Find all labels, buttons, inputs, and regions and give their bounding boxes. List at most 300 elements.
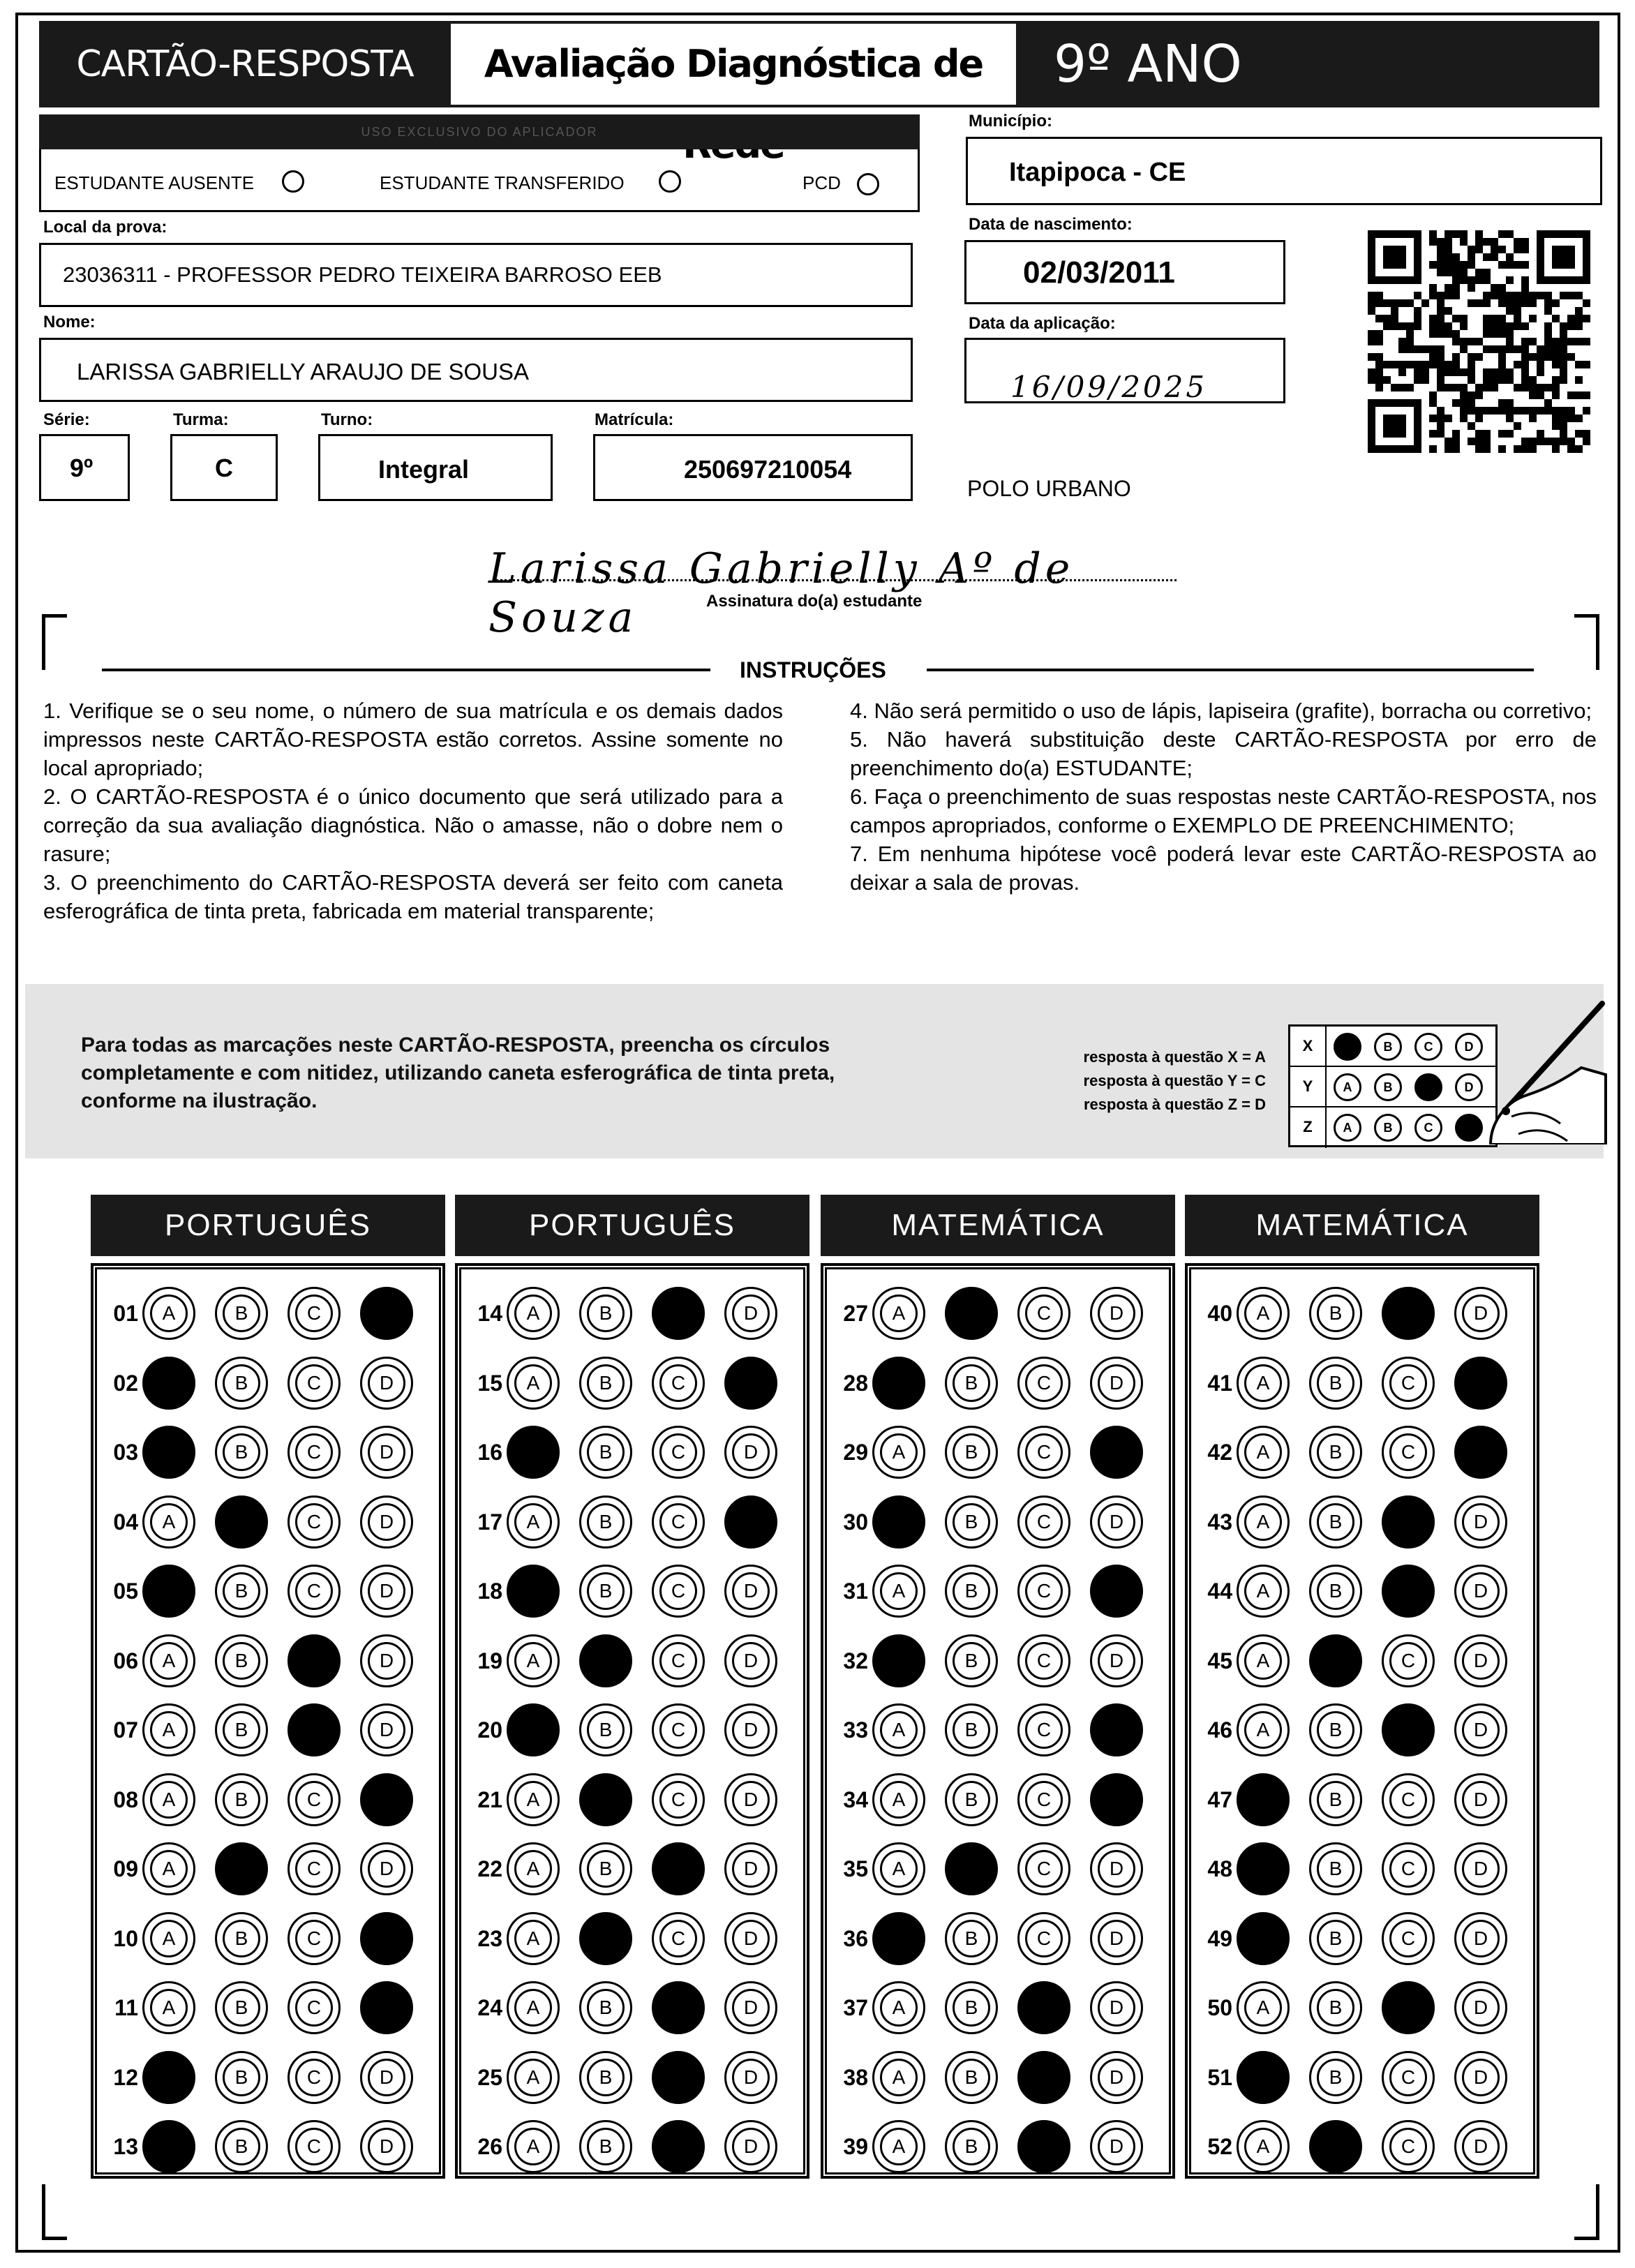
bubble-letter: A [1244, 1989, 1282, 2027]
answer-bubble-c[interactable] [288, 1634, 341, 1687]
answer-bubble-c[interactable] [288, 1773, 341, 1826]
answer-bubble-d[interactable] [1090, 1287, 1143, 1340]
answer-bubble-a[interactable] [872, 1981, 925, 2034]
answer-bubble-a[interactable] [142, 1703, 195, 1756]
answer-bubble-c[interactable] [1017, 1426, 1070, 1479]
answer-bubble-c[interactable] [652, 2051, 705, 2104]
answer-bubble-b[interactable] [945, 1357, 998, 1410]
answer-bubble-b[interactable] [579, 1842, 632, 1895]
bubble-letter: A [150, 1642, 188, 1680]
answer-bubble-b[interactable] [579, 2120, 632, 2173]
bubble-letter: B [1317, 1920, 1354, 1957]
answer-bubble-a[interactable] [872, 1634, 925, 1687]
answer-bubble-d[interactable] [1090, 1773, 1143, 1826]
question-number: 12 [113, 2064, 138, 2090]
answer-bubble-a[interactable] [507, 2120, 560, 2173]
answer-bubble-c[interactable] [652, 1495, 705, 1549]
answer-bubble-c[interactable] [652, 1287, 705, 1340]
bubble-letter: D [732, 2128, 770, 2165]
answer-bubble-b[interactable] [1309, 1912, 1362, 1965]
bubble-letter: A [880, 2128, 918, 2165]
question-row [102, 1354, 430, 1412]
answer-bubble-c[interactable] [652, 1981, 705, 2034]
answer-bubble-c[interactable] [1382, 1357, 1435, 1410]
answer-bubble-b[interactable] [215, 1981, 268, 2034]
answer-bubble-a[interactable] [142, 2051, 195, 2104]
answer-bubble-a[interactable] [507, 1287, 560, 1340]
answer-bubble-b[interactable] [579, 1634, 632, 1687]
bubble-letter: C [1025, 1503, 1063, 1541]
answer-bubble-d[interactable] [724, 1426, 777, 1479]
bubble-letter: A [150, 1295, 188, 1332]
answer-bubble-b[interactable] [1309, 2051, 1362, 2104]
bubble-letter: D [1462, 1642, 1500, 1680]
answer-bubble-a[interactable] [1237, 2051, 1290, 2104]
answer-bubble-b[interactable] [945, 2051, 998, 2104]
answer-bubble-c[interactable] [1382, 1287, 1435, 1340]
answer-bubble-b[interactable] [1309, 1634, 1362, 1687]
answer-bubble-d[interactable] [1454, 1773, 1507, 1826]
example-legend-item: resposta à questão X = A [1083, 1048, 1266, 1066]
bubble-letter: C [1389, 1850, 1427, 1888]
question-row [466, 1562, 794, 1620]
answer-bubble-a[interactable] [142, 1426, 195, 1479]
answer-bubble-c[interactable] [1382, 1912, 1435, 1965]
answer-bubble-c[interactable] [288, 2120, 341, 2173]
answer-bubble-b[interactable] [945, 1495, 998, 1549]
answer-bubble-c[interactable] [288, 1842, 341, 1895]
answer-bubble-c[interactable] [1017, 1703, 1070, 1756]
answer-bubble-b[interactable] [579, 1981, 632, 2034]
answer-bubble-a[interactable] [507, 1842, 560, 1895]
answer-bubble-b[interactable] [1309, 1357, 1362, 1410]
bubble-letter: A [1244, 1503, 1282, 1541]
answer-bubble-a[interactable] [507, 1634, 560, 1687]
answer-bubble-b[interactable] [1309, 1565, 1362, 1618]
answer-bubble-a[interactable] [142, 1773, 195, 1826]
grade-value: 9º [70, 454, 94, 482]
answer-bubble-c[interactable] [288, 1495, 341, 1549]
answer-bubble-d[interactable] [1090, 1565, 1143, 1618]
question-number: 09 [113, 1856, 138, 1881]
bubble-letter: A [514, 1295, 552, 1332]
bubble-letter: C [1025, 1711, 1063, 1749]
answer-bubble-d[interactable] [724, 1357, 777, 1410]
bubble-letter: C [1025, 1920, 1063, 1957]
answer-bubble-b[interactable] [945, 2120, 998, 2173]
birthdate-value: 02/03/2011 [1023, 255, 1175, 290]
bubble-letter: A [514, 1781, 552, 1819]
answer-bubble-a[interactable] [872, 1842, 925, 1895]
bubble-letter: B [587, 1989, 625, 2027]
answer-bubble-d[interactable] [1454, 1287, 1507, 1340]
answer-bubble-d[interactable] [1090, 2120, 1143, 2173]
answer-bubble-d[interactable] [360, 1495, 413, 1549]
absent-radio[interactable] [282, 170, 304, 193]
answer-bubble-c[interactable] [288, 1981, 341, 2034]
answer-bubble-d[interactable] [724, 1773, 777, 1826]
answer-bubble-a[interactable] [1237, 1773, 1290, 1826]
answer-bubble-b[interactable] [215, 1842, 268, 1895]
answer-bubble-b[interactable] [1309, 1981, 1362, 2034]
answer-bubble-a[interactable] [1237, 1357, 1290, 1410]
answer-bubble-b[interactable] [579, 1426, 632, 1479]
answer-bubble-c[interactable] [652, 1357, 705, 1410]
instructions-title: INSTRUÇÕES [740, 657, 886, 682]
answer-bubble-d[interactable] [360, 1912, 413, 1965]
bubble-letter: C [295, 1295, 333, 1332]
answer-bubble-c[interactable] [288, 2051, 341, 2104]
answer-bubble-d[interactable] [1090, 1912, 1143, 1965]
answer-bubble-d[interactable] [360, 1565, 413, 1618]
answer-bubble-d[interactable] [360, 1426, 413, 1479]
bubble-letter: D [1098, 2059, 1135, 2096]
answer-bubble-d[interactable] [1090, 1357, 1143, 1410]
answer-bubble-a[interactable] [507, 1357, 560, 1410]
answer-bubble-b[interactable] [945, 1703, 998, 1756]
answer-bubble-b[interactable] [945, 1842, 998, 1895]
answer-bubble-c[interactable] [1017, 1495, 1070, 1549]
answer-bubble-d[interactable] [360, 1634, 413, 1687]
answer-bubble-c[interactable] [1382, 2051, 1435, 2104]
question-number: 38 [843, 2064, 868, 2090]
answer-bubble-d[interactable] [1090, 1426, 1143, 1479]
answer-bubble-d[interactable] [1090, 1634, 1143, 1687]
answer-bubble-a[interactable] [1237, 1565, 1290, 1618]
bubble-letter: D [368, 1433, 405, 1471]
bubble-letter: B [953, 1642, 990, 1680]
answer-bubble-c[interactable] [1382, 2120, 1435, 2173]
answer-bubble-c[interactable] [1017, 1912, 1070, 1965]
question-row [832, 2048, 1160, 2107]
answer-bubble-c[interactable] [652, 1842, 705, 1895]
answer-bubble-a[interactable] [872, 1426, 925, 1479]
question-number: 04 [113, 1509, 138, 1535]
question-number: 21 [477, 1786, 502, 1812]
answer-bubble-a[interactable] [142, 1565, 195, 1618]
bubble-letter: D [368, 1572, 405, 1610]
answer-bubble-a[interactable] [872, 1703, 925, 1756]
bubble-letter: D [732, 1850, 770, 1888]
answer-bubble-c[interactable] [1017, 1773, 1070, 1826]
bubble-letter: C [295, 1781, 333, 1819]
answer-bubble-a[interactable] [1237, 1634, 1290, 1687]
answer-bubble-c[interactable] [1017, 1981, 1070, 2034]
bubble-letter: B [1317, 1364, 1354, 1402]
answer-bubble-d[interactable] [724, 1565, 777, 1618]
answer-bubble-d[interactable] [360, 1357, 413, 1410]
corner-mark [1574, 614, 1599, 670]
grade-field-label: Série: [43, 410, 90, 429]
answer-bubble-a[interactable] [142, 1842, 195, 1895]
answer-bubble-b[interactable] [579, 1912, 632, 1965]
example-bubble: D [1455, 1073, 1483, 1101]
answer-bubble-d[interactable] [1090, 1703, 1143, 1756]
question-row [102, 2048, 430, 2107]
question-number: 50 [1207, 1995, 1232, 2020]
answer-bubble-a[interactable] [872, 1287, 925, 1340]
bubble-letter: B [1317, 1433, 1354, 1471]
answer-bubble-c[interactable] [1017, 2120, 1070, 2173]
answer-bubble-d[interactable] [1454, 1842, 1507, 1895]
question-row [466, 1284, 794, 1343]
answer-bubble-d[interactable] [724, 1842, 777, 1895]
answer-bubble-c[interactable] [288, 1357, 341, 1410]
answer-bubble-a[interactable] [142, 1912, 195, 1965]
answer-bubble-a[interactable] [142, 1634, 195, 1687]
answer-bubble-c[interactable] [288, 1912, 341, 1965]
answer-bubble-a[interactable] [507, 1773, 560, 1826]
answer-bubble-b[interactable] [215, 1912, 268, 1965]
answer-bubble-c[interactable] [1017, 1565, 1070, 1618]
answer-bubble-b[interactable] [579, 1565, 632, 1618]
bubble-letter: A [1244, 1364, 1282, 1402]
answer-bubble-b[interactable] [579, 2051, 632, 2104]
answer-bubble-d[interactable] [360, 2051, 413, 2104]
answer-bubble-a[interactable] [1237, 1495, 1290, 1549]
answer-bubble-d[interactable] [360, 1981, 413, 2034]
answer-bubble-b[interactable] [579, 1703, 632, 1756]
answer-bubble-d[interactable] [724, 1634, 777, 1687]
answer-bubble-c[interactable] [1382, 1703, 1435, 1756]
answer-bubble-a[interactable] [1237, 1912, 1290, 1965]
answer-bubble-a[interactable] [142, 1981, 195, 2034]
answer-bubble-d[interactable] [1454, 2051, 1507, 2104]
question-row [466, 1354, 794, 1412]
answer-bubble-b[interactable] [215, 2120, 268, 2173]
answer-bubble-a[interactable] [1237, 1426, 1290, 1479]
question-number: 06 [113, 1648, 138, 1673]
bubble-letter: A [514, 1989, 552, 2027]
answer-bubble-b[interactable] [579, 1357, 632, 1410]
answer-bubble-c[interactable] [1017, 1357, 1070, 1410]
question-number: 16 [477, 1440, 502, 1465]
answer-bubble-c[interactable] [288, 1703, 341, 1756]
question-row [102, 1423, 430, 1482]
example-bubble [1334, 1033, 1361, 1061]
answer-bubble-a[interactable] [872, 1773, 925, 1826]
answer-bubble-d[interactable] [360, 1287, 413, 1340]
question-number: 41 [1207, 1370, 1232, 1396]
bubble-letter: A [150, 1920, 188, 1957]
answer-bubble-b[interactable] [945, 1912, 998, 1965]
instruction-item: 1. Verifique se o seu nome, o número de sua matrícula e os demais dados impressos neste CARTÃO-RESPOSTA estão corretos. Assine somente no local apropriado; [43, 699, 783, 780]
answer-bubble-a[interactable] [142, 1357, 195, 1410]
answer-bubble-a[interactable] [1237, 1703, 1290, 1756]
answer-bubble-b[interactable] [1309, 1842, 1362, 1895]
bubble-letter: C [1025, 1850, 1063, 1888]
answer-bubble-d[interactable] [1454, 1981, 1507, 2034]
answer-bubble-a[interactable] [507, 1912, 560, 1965]
answer-bubble-a[interactable] [872, 1357, 925, 1410]
answer-bubble-d[interactable] [1454, 1565, 1507, 1618]
bubble-letter: D [1462, 1781, 1500, 1819]
answer-bubble-d[interactable] [724, 1703, 777, 1756]
answer-bubble-c[interactable] [1017, 1842, 1070, 1895]
question-number: 27 [843, 1301, 868, 1326]
answer-bubble-b[interactable] [945, 1287, 998, 1340]
bubble-letter: D [1462, 1572, 1500, 1610]
answer-bubble-a[interactable] [872, 1912, 925, 1965]
question-number: 35 [843, 1856, 868, 1881]
answer-bubble-b[interactable] [1309, 1426, 1362, 1479]
answer-bubble-d[interactable] [1454, 1703, 1507, 1756]
answer-bubble-a[interactable] [507, 1981, 560, 2034]
answer-bubble-a[interactable] [872, 1565, 925, 1618]
bubble-letter: C [295, 1364, 333, 1402]
answer-bubble-b[interactable] [215, 1565, 268, 1618]
answer-bubble-d[interactable] [724, 1912, 777, 1965]
answer-bubble-c[interactable] [1382, 1426, 1435, 1479]
answer-bubble-b[interactable] [215, 1426, 268, 1479]
question-row [832, 1909, 1160, 1968]
bubble-letter: C [1025, 1642, 1063, 1680]
bubble-letter: D [368, 1364, 405, 1402]
answer-bubble-b[interactable] [1309, 2120, 1362, 2173]
answer-bubble-c[interactable] [1382, 1981, 1435, 2034]
answer-bubble-a[interactable] [507, 1426, 560, 1479]
answer-bubble-c[interactable] [1382, 1495, 1435, 1549]
answer-bubble-a[interactable] [1237, 1287, 1290, 1340]
answer-bubble-b[interactable] [215, 1495, 268, 1549]
answer-bubble-d[interactable] [724, 1495, 777, 1549]
answer-bubble-b[interactable] [945, 1634, 998, 1687]
question-number: 23 [477, 1925, 502, 1951]
answer-bubble-c[interactable] [1017, 1634, 1070, 1687]
answer-bubble-b[interactable] [215, 1773, 268, 1826]
answer-bubble-a[interactable] [872, 1495, 925, 1549]
answer-bubble-d[interactable] [1090, 1842, 1143, 1895]
question-row [832, 1354, 1160, 1412]
answer-bubble-c[interactable] [288, 1565, 341, 1618]
grade-label: 9º ANO [1054, 34, 1242, 94]
answer-bubble-d[interactable] [1454, 1426, 1507, 1479]
answer-bubble-b[interactable] [215, 1287, 268, 1340]
answer-bubble-b[interactable] [215, 2051, 268, 2104]
answer-bubble-d[interactable] [1090, 1981, 1143, 2034]
bubble-letter: D [368, 1503, 405, 1541]
answer-bubble-a[interactable] [507, 2051, 560, 2104]
answer-bubble-a[interactable] [142, 2120, 195, 2173]
answer-bubble-b[interactable] [945, 1981, 998, 2034]
answer-bubble-c[interactable] [1382, 1634, 1435, 1687]
question-number: 32 [843, 1648, 868, 1673]
answer-bubble-d[interactable] [724, 1981, 777, 2034]
question-row [102, 1770, 430, 1829]
example-legend-item: resposta à questão Y = C [1083, 1072, 1266, 1089]
answer-bubble-b[interactable] [945, 1773, 998, 1826]
answer-bubble-c[interactable] [1017, 2051, 1070, 2104]
answer-bubble-c[interactable] [652, 1426, 705, 1479]
answer-bubble-d[interactable] [724, 2051, 777, 2104]
answer-bubble-b[interactable] [1309, 1773, 1362, 1826]
question-number: 28 [843, 1370, 868, 1396]
answer-bubble-d[interactable] [360, 2120, 413, 2173]
answer-bubble-a[interactable] [142, 1495, 195, 1549]
answer-bubble-c[interactable] [652, 1634, 705, 1687]
answer-bubble-d[interactable] [1090, 2051, 1143, 2104]
bubble-letter: B [1317, 2059, 1354, 2096]
bubble-letter: A [514, 2128, 552, 2165]
pcd-radio[interactable] [857, 173, 879, 195]
bubble-letter: B [953, 1572, 990, 1610]
answer-bubble-b[interactable] [945, 1565, 998, 1618]
question-row [1196, 1840, 1524, 1898]
transferred-radio[interactable] [659, 170, 681, 193]
answer-bubble-d[interactable] [1454, 2120, 1507, 2173]
answer-bubble-a[interactable] [872, 2120, 925, 2173]
answer-bubble-b[interactable] [1309, 1287, 1362, 1340]
answer-bubble-d[interactable] [360, 1703, 413, 1756]
answer-bubble-b[interactable] [579, 1495, 632, 1549]
question-number: 03 [113, 1440, 138, 1465]
answer-bubble-d[interactable] [360, 1842, 413, 1895]
answer-bubble-b[interactable] [215, 1703, 268, 1756]
absent-label: ESTUDANTE AUSENTE [54, 172, 255, 193]
answer-bubble-b[interactable] [1309, 1495, 1362, 1549]
answer-bubble-c[interactable] [652, 1703, 705, 1756]
answer-bubble-c[interactable] [1382, 1842, 1435, 1895]
answer-bubble-a[interactable] [1237, 2120, 1290, 2173]
answer-bubble-b[interactable] [1309, 1703, 1362, 1756]
question-row [1196, 2048, 1524, 2107]
answer-bubble-d[interactable] [1454, 1634, 1507, 1687]
answer-bubble-c[interactable] [652, 1565, 705, 1618]
answer-bubble-b[interactable] [945, 1426, 998, 1479]
answer-bubble-d[interactable] [724, 2120, 777, 2173]
bubble-letter: B [223, 1920, 260, 1957]
answer-bubble-d[interactable] [724, 1287, 777, 1340]
answer-bubble-d[interactable] [1454, 1357, 1507, 1410]
bubble-letter: B [953, 2059, 990, 2096]
answer-bubble-c[interactable] [652, 1773, 705, 1826]
answer-bubble-b[interactable] [215, 1357, 268, 1410]
question-row [102, 1562, 430, 1620]
answer-bubble-a[interactable] [507, 1703, 560, 1756]
answer-bubble-a[interactable] [1237, 1981, 1290, 2034]
answer-bubble-c[interactable] [652, 1912, 705, 1965]
instruction-item: 5. Não haverá substituição deste CARTÃO-RESPOSTA por erro de preenchimento do(a) ESTUDANTE; [850, 727, 1597, 780]
answer-bubble-d[interactable] [360, 1773, 413, 1826]
answer-bubble-d[interactable] [1454, 1912, 1507, 1965]
answer-bubble-a[interactable] [142, 1287, 195, 1340]
answer-bubble-c[interactable] [288, 1426, 341, 1479]
answer-bubble-b[interactable] [579, 1287, 632, 1340]
example-bubble: C [1414, 1033, 1442, 1061]
answer-bubble-a[interactable] [507, 1495, 560, 1549]
question-row [466, 1701, 794, 1759]
question-number: 48 [1207, 1856, 1232, 1881]
bubble-letter: D [368, 1850, 405, 1888]
answer-bubble-c[interactable] [1017, 1287, 1070, 1340]
answer-bubble-c[interactable] [288, 1287, 341, 1340]
answer-bubble-a[interactable] [507, 1565, 560, 1618]
instruction-item: 2. O CARTÃO-RESPOSTA é o único documento que será utilizado para a correção da sua avaliação diagnóstica. Não o amasse, não o dobre nem o rasure; [43, 784, 783, 866]
answer-bubble-b[interactable] [215, 1634, 268, 1687]
answer-bubble-a[interactable] [872, 2051, 925, 2104]
bubble-letter: C [659, 1642, 697, 1680]
subject-header: PORTUGUÊS [455, 1195, 809, 1256]
answer-bubble-a[interactable] [1237, 1842, 1290, 1895]
answer-bubble-d[interactable] [1454, 1495, 1507, 1549]
answer-bubble-c[interactable] [1382, 1565, 1435, 1618]
bubble-letter: C [295, 1433, 333, 1471]
shift-value: Integral [378, 455, 470, 484]
answer-bubble-b[interactable] [579, 1773, 632, 1826]
answer-bubble-c[interactable] [652, 2120, 705, 2173]
answer-bubble-c[interactable] [1382, 1773, 1435, 1826]
answer-bubble-d[interactable] [1090, 1495, 1143, 1549]
